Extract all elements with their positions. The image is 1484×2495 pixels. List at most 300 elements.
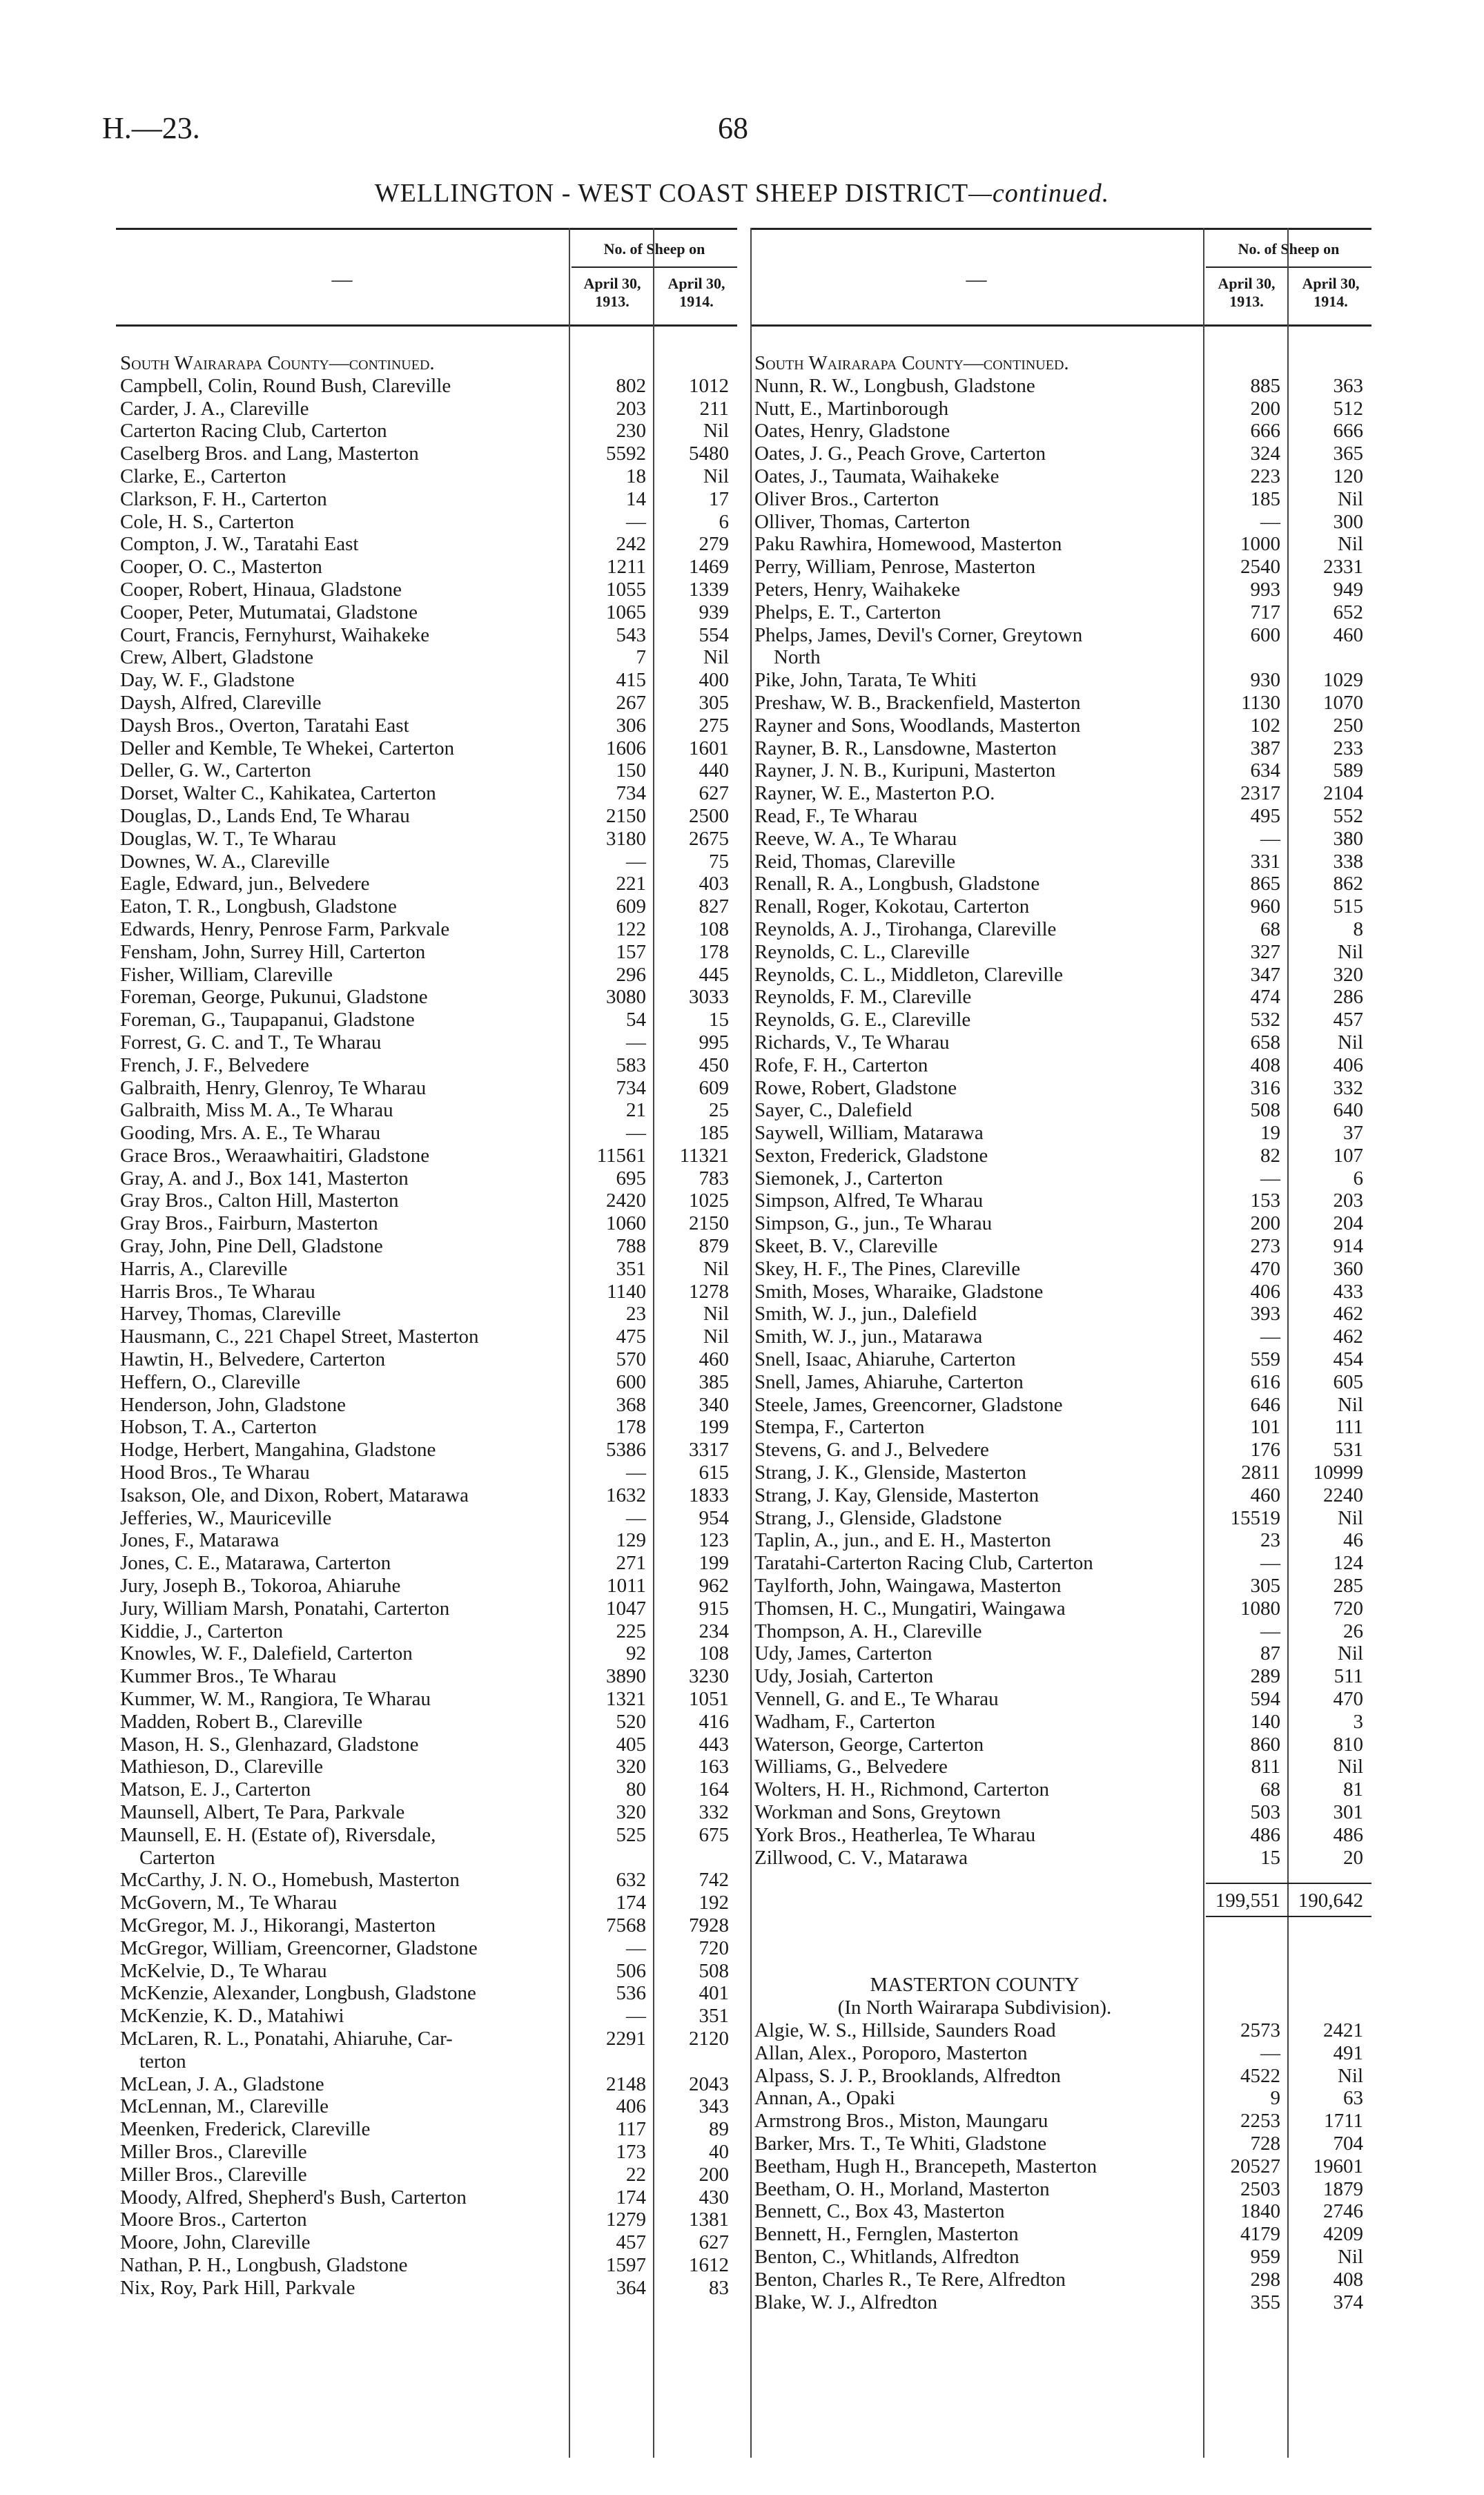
holder-name: Taylforth, John, Waingawa, Masterton <box>754 1575 1062 1598</box>
holder-name: Harris, A., Clareville <box>120 1257 288 1280</box>
sheep-1913: 634 <box>1250 759 1280 782</box>
sheep-1913: 1130 <box>1241 691 1280 714</box>
table-row <box>750 1371 1371 1394</box>
table-row <box>750 873 1371 895</box>
spacer <box>750 1919 1371 1974</box>
table-row <box>116 1847 737 1870</box>
page-number: 68 <box>718 111 748 145</box>
table-row <box>750 737 1371 760</box>
sheep-1913: — <box>1260 1552 1280 1575</box>
table-row <box>750 2065 1371 2088</box>
sheep-1913: — <box>1260 827 1280 850</box>
table-row <box>116 1145 737 1167</box>
sheep-1913: 1055 <box>606 578 646 601</box>
sheep-1913: 486 <box>1250 1823 1280 1846</box>
table-row <box>750 692 1371 715</box>
table-row <box>116 488 737 511</box>
sheep-1914: 879 <box>699 1235 729 1258</box>
sheep-1914: 416 <box>699 1710 729 1733</box>
sheep-1914: 457 <box>1333 1009 1363 1031</box>
holder-name: McGregor, M. J., Hikorangi, Masterton <box>120 1914 436 1936</box>
sheep-1914: 827 <box>699 895 729 918</box>
sheep-1913: 1047 <box>606 1597 646 1620</box>
table-row <box>750 2200 1371 2223</box>
total-1913: 199,551 <box>1215 1890 1280 1912</box>
table-row <box>116 737 737 760</box>
sheep-1914: 2421 <box>1323 2019 1363 2041</box>
table-row <box>116 1914 737 1937</box>
sheep-1914: 512 <box>1333 397 1363 420</box>
sheep-1913: 460 <box>1250 1484 1280 1506</box>
sheep-1913: 930 <box>1250 669 1280 692</box>
sheep-1914: 199 <box>699 1552 729 1575</box>
table-row <box>750 2246 1371 2269</box>
sheep-1913: 2503 <box>1240 2177 1280 2200</box>
sheep-1914: 914 <box>1333 1235 1363 1258</box>
sheep-1914: 962 <box>699 1575 729 1598</box>
holder-name: Court, Francis, Fernyhurst, Waihakeke <box>120 623 430 646</box>
sheep-1913: 2573 <box>1240 2019 1280 2041</box>
sheep-1914: 408 <box>1333 2268 1363 2291</box>
holder-name: Heffern, O., Clareville <box>120 1370 301 1393</box>
sheep-1913: 508 <box>1250 1099 1280 1122</box>
sheep-1913: 19 <box>1260 1122 1280 1145</box>
sheep-1913: 173 <box>616 2140 646 2163</box>
table-row <box>750 1575 1371 1598</box>
sheep-1913: 200 <box>1250 397 1280 420</box>
sheep-1914: 360 <box>1333 1257 1363 1280</box>
sheep-1913: 532 <box>1250 1009 1280 1031</box>
holder-name: Campbell, Colin, Round Bush, Clareville <box>120 374 451 397</box>
section-heading <box>750 352 1371 375</box>
table-row <box>116 1077 737 1100</box>
table-row <box>750 669 1371 692</box>
sheep-1914: 995 <box>699 1031 729 1054</box>
sheep-1914: 2500 <box>689 804 729 827</box>
holder-name: Downes, W. A., Clareville <box>120 850 330 873</box>
sheep-1913: 495 <box>1250 804 1280 827</box>
table-row <box>750 443 1371 465</box>
sheep-1914: 343 <box>699 2095 729 2118</box>
sheep-1913: 728 <box>1250 2132 1280 2155</box>
holder-name: Miller Bros., Clareville <box>120 2140 307 2163</box>
table-row <box>750 941 1371 964</box>
holder-name: Fensham, John, Surrey Hill, Carterton <box>120 940 426 963</box>
name-column-header: — <box>966 268 987 291</box>
sheep-1914: 305 <box>699 691 729 714</box>
holder-name: Renall, Roger, Kokotau, Carterton <box>754 895 1030 918</box>
table-row <box>116 873 737 895</box>
sheep-1914: 123 <box>699 1529 729 1552</box>
sheep-1913: 4179 <box>1240 2223 1280 2246</box>
sheep-1914: 111 <box>1334 1416 1363 1439</box>
table-row <box>116 1756 737 1778</box>
sheep-1913: — <box>1260 2041 1280 2064</box>
sheep-1913: 717 <box>1250 601 1280 623</box>
holder-name: Madden, Robert B., Clareville <box>120 1710 363 1733</box>
table-row <box>750 1145 1371 1167</box>
sheep-1913: 324 <box>1250 443 1280 465</box>
sheep-1913: 408 <box>1250 1054 1280 1076</box>
sheep-1914: 10999 <box>1313 1462 1363 1484</box>
sheep-1913: 2811 <box>1241 1462 1280 1484</box>
holder-name: Cole, H. S., Carterton <box>120 510 295 533</box>
holder-name: Galbraith, Miss M. A., Te Wharau <box>120 1099 393 1122</box>
sheep-1913: 225 <box>616 1620 646 1642</box>
column-header <box>116 228 737 324</box>
table-row <box>750 2133 1371 2155</box>
sheep-1913: 242 <box>616 533 646 556</box>
sheep-1913: — <box>626 1936 646 1959</box>
sheep-1914: 430 <box>699 2186 729 2208</box>
table-row <box>750 556 1371 579</box>
sheep-1914: 783 <box>699 1167 729 1190</box>
holder-name: Allan, Alex., Poroporo, Masterton <box>754 2041 1028 2064</box>
holder-name: McLean, J. A., Gladstone <box>120 2072 324 2095</box>
sheep-1913: 271 <box>616 1552 646 1575</box>
holder-name: Workman and Sons, Greytown <box>754 1801 1001 1823</box>
sheep-1913: 3080 <box>606 986 646 1009</box>
table-row <box>116 1348 737 1371</box>
table-row <box>116 1258 737 1281</box>
table-row <box>116 1688 737 1711</box>
sheep-1913: 7 <box>636 646 646 669</box>
holder-name: Forrest, G. C. and T., Te Wharau <box>120 1031 382 1054</box>
holder-name: McGregor, William, Greencorner, Gladstone <box>120 1936 478 1959</box>
holder-name: Day, W. F., Gladstone <box>120 669 295 692</box>
table-row <box>750 511 1371 534</box>
sheep-1914: 365 <box>1333 443 1363 465</box>
sheep-1914: 2043 <box>689 2072 729 2095</box>
total-1914: 190,642 <box>1298 1890 1363 1912</box>
holder-name: Hausmann, C., 221 Chapel Street, Masterton <box>120 1326 479 1348</box>
sheep-1913: 802 <box>616 374 646 397</box>
sheep-1913: 355 <box>1250 2291 1280 2313</box>
sheep-1913: 200 <box>1250 1212 1280 1235</box>
holder-name: Williams, G., Belvedere <box>754 1756 948 1778</box>
table-row <box>750 1824 1371 1847</box>
sheep-1913: 734 <box>616 1076 646 1099</box>
holder-name: Gray, A. and J., Box 141, Masterton <box>120 1167 409 1190</box>
holder-name: Strang, J. K., Glenside, Masterton <box>754 1462 1026 1484</box>
total-row <box>750 1885 1371 1916</box>
sheep-1914: 108 <box>699 1642 729 1665</box>
sheep-1914: 462 <box>1333 1303 1363 1326</box>
sheep-1913: 543 <box>616 623 646 646</box>
holder-name: Miller Bros., Clareville <box>120 2163 307 2186</box>
sheep-1913: 9 <box>1270 2087 1280 2110</box>
sheep-1913: 150 <box>616 759 646 782</box>
sheep-1914: 454 <box>1333 1348 1363 1371</box>
table-row <box>750 1847 1371 1870</box>
holder-name: Nix, Roy, Park Hill, Parkvale <box>120 2276 355 2299</box>
sheep-1913: 609 <box>616 895 646 918</box>
table-row <box>116 556 737 579</box>
sheep-1913: 18 <box>626 465 646 487</box>
title-main: WELLINGTON - WEST COAST SHEEP DISTRICT <box>374 179 969 208</box>
sheep-1913: 80 <box>626 1778 646 1801</box>
holder-name: Strang, J., Glenside, Gladstone <box>754 1506 1002 1529</box>
sheep-1913: 600 <box>616 1370 646 1393</box>
table-row <box>750 1258 1371 1281</box>
sheep-1914: 440 <box>699 759 729 782</box>
sheep-1914: 939 <box>699 601 729 623</box>
sheep-1914: 75 <box>709 850 729 873</box>
sheep-1913: 82 <box>1260 1144 1280 1167</box>
sheep-1914: 6 <box>719 510 729 533</box>
sheep-1914: 675 <box>699 1823 729 1846</box>
sheep-1914: 609 <box>699 1076 729 1099</box>
holder-name: Galbraith, Henry, Glenroy, Te Wharau <box>120 1076 427 1099</box>
table-row <box>750 1756 1371 1778</box>
table-row <box>750 1665 1371 1688</box>
holder-name: Saywell, William, Matarawa <box>754 1122 984 1145</box>
sheep-1914: 400 <box>699 669 729 692</box>
table-row <box>116 1416 737 1439</box>
sheep-1913: 153 <box>1250 1190 1280 1212</box>
table-row <box>750 2019 1371 2042</box>
county-title: MASTERTON COUNTY <box>870 1974 1080 1997</box>
sheep-1914: 1070 <box>1323 691 1363 714</box>
sheep-1914: 6 <box>1353 1167 1363 1190</box>
sheep-1913: 14 <box>626 487 646 510</box>
table-row <box>750 2269 1371 2291</box>
sheep-1913: 470 <box>1250 1257 1280 1280</box>
sheep-1913: 1840 <box>1240 2200 1280 2223</box>
sheep-1914: Nil <box>703 646 729 669</box>
table-row <box>116 1575 737 1598</box>
sheep-1913: 457 <box>616 2231 646 2254</box>
sheep-1914: 120 <box>1333 465 1363 487</box>
sheep-1914: 2120 <box>689 2027 729 2050</box>
sheep-1914: 300 <box>1333 510 1363 533</box>
sheep-1913: 178 <box>616 1416 646 1439</box>
sheep-1913: 368 <box>616 1393 646 1416</box>
table-row <box>116 828 737 851</box>
holder-name: McLaren, R. L., Ponatahi, Ahiaruhe, Car- <box>120 2027 453 2050</box>
sheep-1913: 387 <box>1250 737 1280 759</box>
table-row <box>116 1665 737 1688</box>
holder-name: Zillwood, C. V., Matarawa <box>754 1846 968 1869</box>
sheep-1913: 1632 <box>606 1484 646 1506</box>
table-row <box>750 1167 1371 1190</box>
sheep-1914: Nil <box>703 1257 729 1280</box>
table-row <box>116 986 737 1009</box>
table-row <box>116 1326 737 1348</box>
sheep-1914: 704 <box>1333 2132 1363 2155</box>
sheep-1914: 511 <box>1334 1665 1363 1688</box>
table-row <box>750 2291 1371 2314</box>
table-row <box>116 1598 737 1620</box>
sheep-1913: 1000 <box>1240 533 1280 556</box>
holder-name: York Bros., Heatherlea, Te Wharau <box>754 1823 1036 1846</box>
holder-name: Hobson, T. A., Carterton <box>120 1416 317 1439</box>
sheep-1913: 320 <box>616 1756 646 1778</box>
sheep-1913: 406 <box>1250 1280 1280 1303</box>
holder-name: Carder, J. A., Clareville <box>120 397 309 420</box>
sheep-1913: 68 <box>1260 1778 1280 1801</box>
sheep-1913: — <box>626 1122 646 1145</box>
table-row <box>116 941 737 964</box>
table-row <box>750 2042 1371 2065</box>
holder-name: Matson, E. J., Carterton <box>120 1778 311 1801</box>
table-row <box>750 1529 1371 1552</box>
holder-name: Eaton, T. R., Longbush, Gladstone <box>120 895 397 918</box>
sheep-1913: 506 <box>616 1959 646 1982</box>
table-row <box>116 2073 737 2096</box>
sheep-1914: 185 <box>699 1122 729 1145</box>
table-row <box>116 1937 737 1960</box>
sheep-1914: 627 <box>699 2231 729 2254</box>
table-row <box>750 1462 1371 1484</box>
sheep-1914: 108 <box>699 918 729 940</box>
sheep-1914: 15 <box>709 1009 729 1031</box>
title-suffix: —continued. <box>968 179 1110 208</box>
table-row <box>750 465 1371 488</box>
sheep-1913: 122 <box>616 918 646 940</box>
sheep-1913: 1140 <box>607 1280 646 1303</box>
table-row <box>116 2118 737 2141</box>
total-rule <box>1206 1916 1371 1917</box>
sheep-1914: 40 <box>709 2140 729 2163</box>
table-row <box>750 375 1371 398</box>
table-row <box>116 1552 737 1575</box>
sheep-1913: 993 <box>1250 578 1280 601</box>
sheep-1914: 17 <box>709 487 729 510</box>
sheep-1914: 279 <box>699 533 729 556</box>
sheep-1914: 83 <box>709 2276 729 2299</box>
sheep-1913: 316 <box>1250 1076 1280 1099</box>
sheep-1914: 286 <box>1333 986 1363 1009</box>
sheep-1914: 1051 <box>689 1688 729 1711</box>
holder-name: Fisher, William, Clareville <box>120 963 333 986</box>
sheep-1914: Nil <box>703 465 729 487</box>
sheep-1914: 1381 <box>689 2208 729 2231</box>
sheep-1913: 23 <box>1260 1529 1280 1552</box>
table-row <box>116 759 737 782</box>
date-1914-header: April 30, 1914. <box>1302 275 1360 310</box>
holder-name: Henderson, John, Gladstone <box>120 1393 346 1416</box>
sheep-1913: 351 <box>616 1257 646 1280</box>
sheep-1914: 720 <box>699 1936 729 1959</box>
sheep-1913: 305 <box>1250 1575 1280 1598</box>
sheep-1914: 332 <box>1333 1076 1363 1099</box>
left-column <box>116 228 737 2458</box>
holder-name: Oliver Bros., Carterton <box>754 487 939 510</box>
table-row <box>750 1552 1371 1575</box>
sheep-1913: 5592 <box>606 443 646 465</box>
sheep-1913: 327 <box>1250 940 1280 963</box>
table-row <box>116 1122 737 1145</box>
name-column-header: — <box>331 268 353 291</box>
table-row <box>750 1507 1371 1530</box>
holder-name: Benton, C., Whitlands, Alfredton <box>754 2245 1019 2268</box>
sheep-1913: 3890 <box>606 1665 646 1688</box>
holder-name: McKenzie, K. D., Matahiwi <box>120 2005 344 2028</box>
holder-name: Cooper, Robert, Hinaua, Gladstone <box>120 578 402 601</box>
sheep-1913: 632 <box>616 1869 646 1892</box>
table-row <box>116 533 737 556</box>
sheep-1913: 734 <box>616 782 646 805</box>
sheep-1913: — <box>626 850 646 873</box>
holder-name: Jones, C. E., Matarawa, Carterton <box>120 1552 391 1575</box>
sheep-1914: 445 <box>699 963 729 986</box>
holder-name: Strang, J. Kay, Glenside, Masterton <box>754 1484 1039 1506</box>
holder-name: Wolters, H. H., Richmond, Carterton <box>754 1778 1049 1801</box>
sheep-1913: 525 <box>616 1823 646 1846</box>
sheep-1914: 3 <box>1353 1710 1363 1733</box>
table-row <box>116 2164 737 2186</box>
sheep-1914: Nil <box>1337 2245 1363 2268</box>
sheep-1914: 1012 <box>689 374 729 397</box>
sheep-1913: 1011 <box>607 1575 646 1598</box>
table-row <box>750 2178 1371 2201</box>
sheep-1913: 2420 <box>606 1190 646 1212</box>
sheep-1913: 267 <box>616 691 646 714</box>
sheep-1913: — <box>1260 510 1280 533</box>
holder-name: Knowles, W. F., Dalefield, Carterton <box>120 1642 413 1665</box>
table-row <box>116 1620 737 1643</box>
sheep-1913: 4522 <box>1240 2064 1280 2087</box>
sheep-1913: 1211 <box>607 556 646 579</box>
holder-name: Udy, Josiah, Carterton <box>754 1665 934 1688</box>
table-row <box>750 1484 1371 1507</box>
sheep-1914: 200 <box>699 2163 729 2186</box>
table-row <box>116 1462 737 1484</box>
holder-name: Smith, W. J., jun., Dalefield <box>754 1303 977 1326</box>
date-1913-header: April 30, 1913. <box>1218 275 1276 310</box>
holder-name: Benton, Charles R., Te Rere, Alfredton <box>754 2268 1066 2291</box>
sheep-1914: 124 <box>1333 1552 1363 1575</box>
sheep-1914: 7928 <box>689 1914 729 1936</box>
sheep-1914: 1469 <box>689 556 729 579</box>
sheep-1914: 486 <box>1333 1823 1363 1846</box>
sheep-1914: 810 <box>1333 1733 1363 1756</box>
table-row <box>750 2087 1371 2110</box>
sheep-1913: 174 <box>616 2186 646 2208</box>
holder-name: Smith, W. J., jun., Matarawa <box>754 1326 983 1348</box>
sheep-1913: 520 <box>616 1710 646 1733</box>
sheep-1913: 298 <box>1250 2268 1280 2291</box>
holder-name: Alpass, S. J. P., Brooklands, Alfredton <box>754 2064 1061 2087</box>
holder-name: Maunsell, E. H. (Estate of), Riversdale, <box>120 1823 436 1846</box>
right-rows <box>750 352 1371 2313</box>
sheep-1914: 460 <box>1333 623 1363 646</box>
holder-name: Algie, W. S., Hillside, Saunders Road <box>754 2019 1056 2041</box>
holder-name: Dorset, Walter C., Kahikatea, Carterton <box>120 782 436 805</box>
table-row <box>750 1801 1371 1824</box>
table-row <box>750 782 1371 805</box>
holder-name: Jury, Joseph B., Tokoroa, Ahiaruhe <box>120 1575 401 1598</box>
total-rule <box>1206 1883 1371 1884</box>
sheep-1914: 515 <box>1333 895 1363 918</box>
header-rule <box>116 324 737 327</box>
table-row <box>116 1439 737 1462</box>
holder-name: Nunn, R. W., Longbush, Gladstone <box>754 374 1035 397</box>
table-row <box>116 964 737 987</box>
sheep-1913: 11561 <box>596 1144 646 1167</box>
sheep-1914: 742 <box>699 1869 729 1892</box>
sheep-1913: 616 <box>1250 1370 1280 1393</box>
sheep-1914: 605 <box>1333 1370 1363 1393</box>
sheep-1914: 3033 <box>689 986 729 1009</box>
table-row <box>750 964 1371 987</box>
sheep-1913: 117 <box>616 2118 646 2141</box>
sheep-1914: Nil <box>1337 1031 1363 1054</box>
table-row <box>750 488 1371 511</box>
sheep-1913: 289 <box>1250 1665 1280 1688</box>
sheep-1913: 788 <box>616 1235 646 1258</box>
